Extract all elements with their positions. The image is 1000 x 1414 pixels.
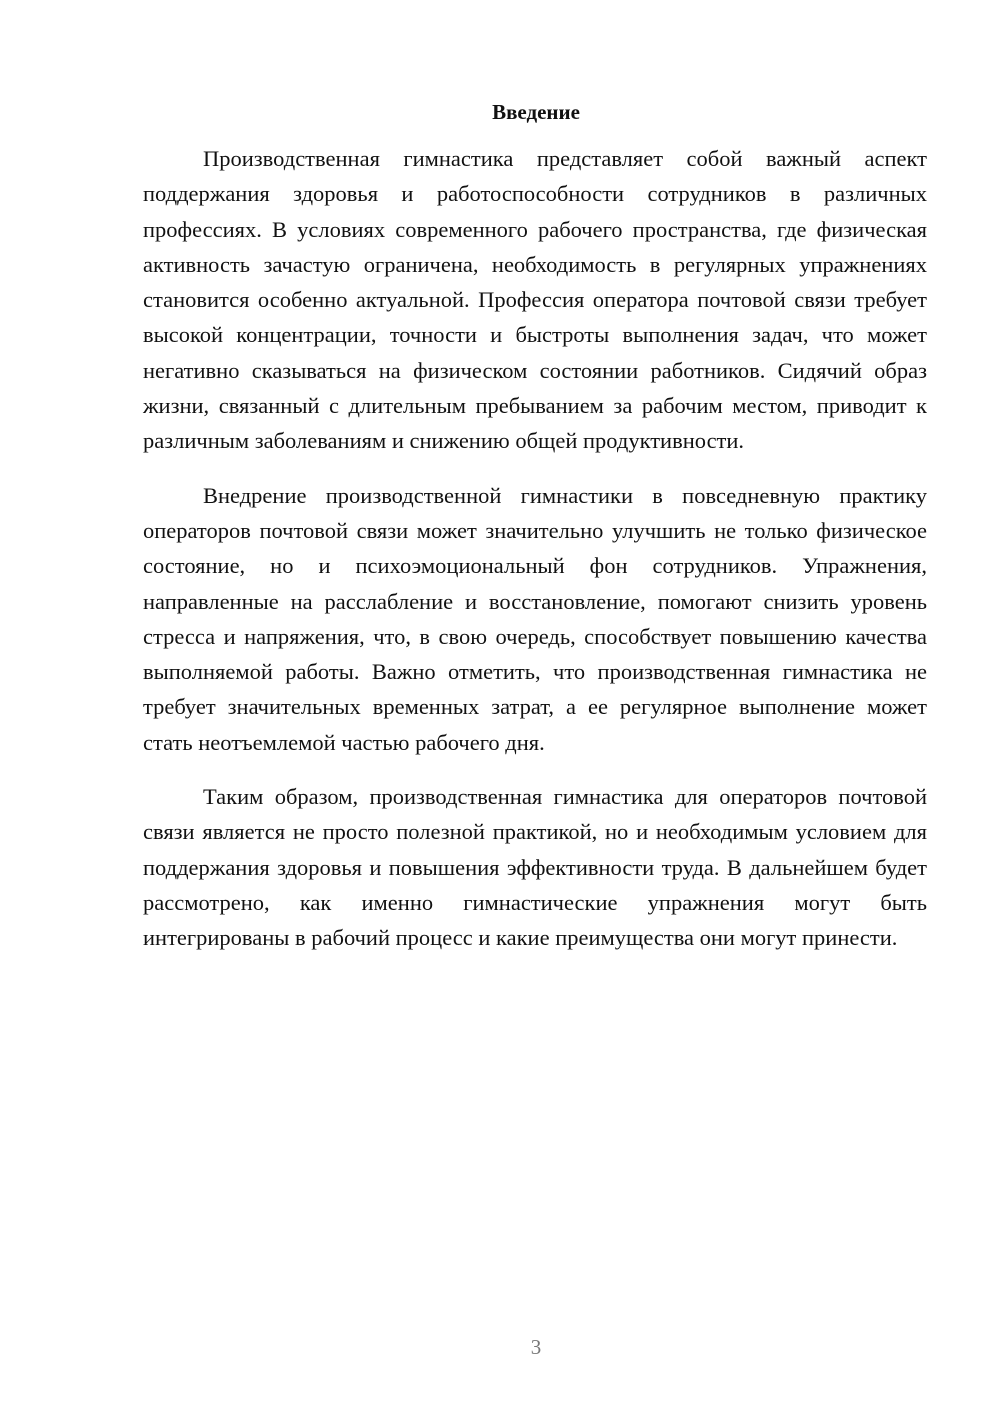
page-number: 3	[530, 1335, 542, 1359]
section-heading: Введение	[492, 100, 580, 124]
paragraph-1: Производственная гимнастика представляет собой важный аспект поддержания здоровья и работоспособности сотрудников в различных профессиях. В условиях современного рабочего пространства, где физическая активность зачастую ограничена, необходимость в регулярных упражнениях становится особенно актуальной. Профессия оператора почтовой связи требует высокой концентрации, точности и быстроты выполнения задач, что может негативно сказываться на физическом состоянии работников. Сидячий образ жизни, связанный с длительным пребыванием за рабочим местом, приводит к различным заболеваниям и снижению общей продуктивности.	[143, 146, 927, 454]
body-text	[143, 141, 927, 956]
paragraph-2: Внедрение производственной гимнастики в повседневную практику операторов почтовой связи может значительно улучшить не только физическое состояние, но и психоэмоциональный фон сотрудников. Упражнения, направленные на расслабление и восстановление, помогают снизить уровень стресса и напряжения, что, в свою очередь, способствует повышению качества выполняемой работы. Важно отметить, что производственная гимнастика не требует значительных временных затрат, а ее регулярное выполнение может стать неотъемлемой частью рабочего дня.	[143, 482, 927, 755]
paragraph-3: Таким образом, производственная гимнастика для операторов почтовой связи является не просто полезной практикой, но и необходимым условием для поддержания здоровья и повышения эффективности труда. В дальнейшем будет рассмотрено, как именно гимнастические упражнения могут быть интегрированы в рабочий процесс и какие преимущества они могут принести.	[143, 784, 927, 951]
